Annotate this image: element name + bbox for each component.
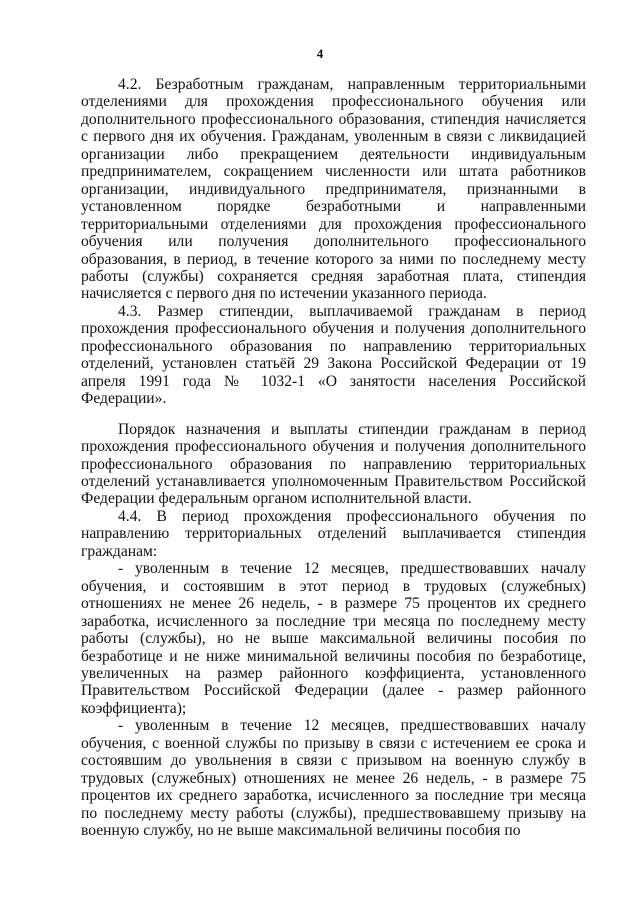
document-body [81, 76, 586, 839]
paragraph-stipend-procedure: Порядок назначения и выплаты стипендии гражданам в период прохождения профессионального обучения и получения дополнительного профессионального образования по направлению территориальных отделений устанавливается уполномоченным Правительством Российской Федерации федеральным органом исполнительной власти. [81, 420, 586, 508]
paragraph-4-4: 4.4. В период прохождения профессионального обучения по направлению территориальных отделений выплачивается стипендия гражданам: [81, 507, 586, 560]
paragraph-gap [81, 408, 586, 421]
list-item-dismissed-employees: - уволенным в течение 12 месяцев, предшествовавших началу обучения, и состоявшим в этот период в трудовых (служебных) отношениях не менее 26 недель, - в размере 75 процентов их среднего заработка, исчисленного за последние три месяца по последнему месту работы (службы), но не выше максимальной величины пособия по безработице и не ниже минимальной величины пособия по безработице, увеличенных на размер районного коэффициента, установленного Правительством Российской Федерации (далее - размер районного коэффициента); [81, 560, 586, 717]
list-item-dismissed-military: - уволенным в течение 12 месяцев, предшествовавших началу обучения, с военной службы по призыву в связи с истечением ее срока и состоявшим до увольнения в связи с призывом на военную службу в трудовых (служебных) отношениях не менее 26 недель, - в размере 75 процентов их среднего заработка, исчисленного за последние три месяца по последнему месту работы (службы), предшествовавшему призыву на военную службу, но не выше максимальной величины пособия по [81, 717, 586, 840]
page-number: 4 [316, 46, 324, 61]
paragraph-4-3: 4.3. Размер стипендии, выплачиваемой гражданам в период прохождения профессионального обучения и получения дополнительного профессионального образования по направлению территориальных отделений, установлен статьёй 29 Закона Российской Федерации от 19 апреля 1991 года № 1032-1 «О занятости населения Российской Федерации». [81, 302, 586, 408]
paragraph-4-2: 4.2. Безработным гражданам, направленным территориальными отделениями для прохождения профессионального обучения или дополнительного профессионального образования, стипендия начисляется с первого дня их обучения. Гражданам, уволенным в связи с ликвидацией организации либо прекращением деятельности индивидуальным предпринимателем, сокращением численности или штата работников организации, индивидуального предпринимателя, признанными в установленном порядке безработными и направленными территориальными отделениями для прохождения профессионального обучения или получения дополнительного профессионального образования, в период, в течение которого за ними по последнему месту работы (службы) сохраняется средняя заработная плата, стипендия начисляется с первого дня по истечении указанного периода. [81, 76, 586, 303]
